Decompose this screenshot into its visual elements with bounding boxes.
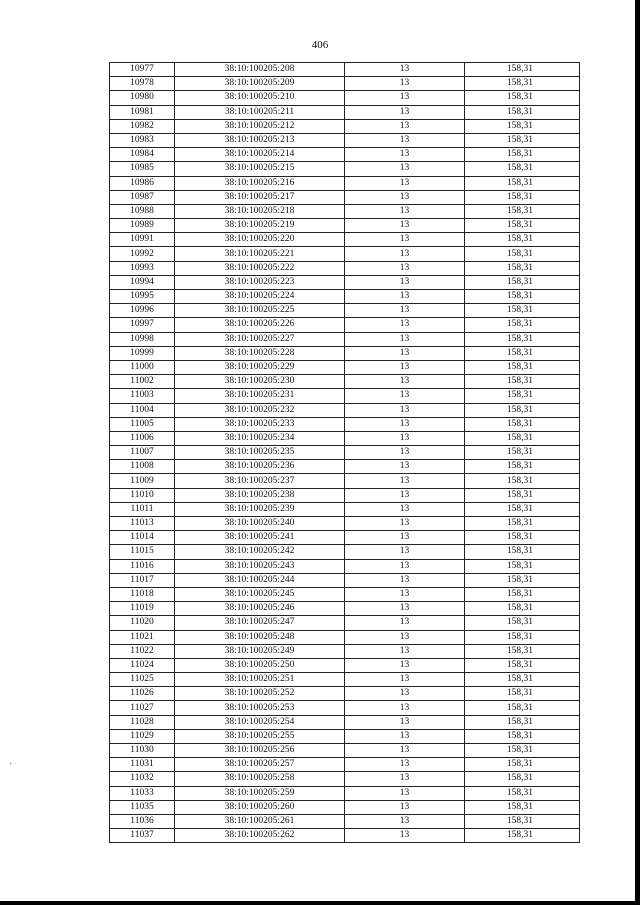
table-row bbox=[110, 304, 580, 318]
cadastral-number-cell: 38:10:100205:231 bbox=[175, 389, 345, 403]
cadastral-number-cell: 38:10:100205:256 bbox=[175, 744, 345, 758]
table-row bbox=[110, 63, 580, 77]
quantity-cell: 13 bbox=[345, 91, 465, 105]
quantity-cell: 13 bbox=[345, 304, 465, 318]
table-row bbox=[110, 673, 580, 687]
table-row bbox=[110, 275, 580, 289]
scan-edge-right bbox=[635, 0, 640, 905]
table-row bbox=[110, 417, 580, 431]
quantity-cell: 13 bbox=[345, 375, 465, 389]
row-number-cell: 11031 bbox=[110, 758, 175, 772]
quantity-cell: 13 bbox=[345, 772, 465, 786]
quantity-cell: 13 bbox=[345, 431, 465, 445]
area-cell: 158,31 bbox=[465, 758, 580, 772]
row-number-cell: 11030 bbox=[110, 744, 175, 758]
area-cell: 158,31 bbox=[465, 431, 580, 445]
cadastral-number-cell: 38:10:100205:247 bbox=[175, 616, 345, 630]
area-cell: 158,31 bbox=[465, 290, 580, 304]
table-row bbox=[110, 701, 580, 715]
area-cell: 158,31 bbox=[465, 133, 580, 147]
area-cell: 158,31 bbox=[465, 304, 580, 318]
table-row bbox=[110, 190, 580, 204]
cadastral-number-cell: 38:10:100205:232 bbox=[175, 403, 345, 417]
cadastral-number-cell: 38:10:100205:235 bbox=[175, 446, 345, 460]
quantity-cell: 13 bbox=[345, 63, 465, 77]
quantity-cell: 13 bbox=[345, 814, 465, 828]
table-row bbox=[110, 446, 580, 460]
quantity-cell: 13 bbox=[345, 658, 465, 672]
row-number-cell: 11035 bbox=[110, 800, 175, 814]
quantity-cell: 13 bbox=[345, 531, 465, 545]
cadastral-number-cell: 38:10:100205:251 bbox=[175, 673, 345, 687]
table-row bbox=[110, 261, 580, 275]
area-cell: 158,31 bbox=[465, 559, 580, 573]
cadastral-number-cell: 38:10:100205:258 bbox=[175, 772, 345, 786]
area-cell: 158,31 bbox=[465, 403, 580, 417]
cadastral-number-cell: 38:10:100205:233 bbox=[175, 417, 345, 431]
row-number-cell: 10998 bbox=[110, 332, 175, 346]
row-number-cell: 11009 bbox=[110, 474, 175, 488]
cadastral-number-cell: 38:10:100205:260 bbox=[175, 800, 345, 814]
table-row bbox=[110, 488, 580, 502]
area-cell: 158,31 bbox=[465, 346, 580, 360]
quantity-cell: 13 bbox=[345, 644, 465, 658]
quantity-cell: 13 bbox=[345, 673, 465, 687]
area-cell: 158,31 bbox=[465, 119, 580, 133]
area-cell: 158,31 bbox=[465, 275, 580, 289]
cadastral-number-cell: 38:10:100205:244 bbox=[175, 573, 345, 587]
area-cell: 158,31 bbox=[465, 744, 580, 758]
row-number-cell: 10999 bbox=[110, 346, 175, 360]
area-cell: 158,31 bbox=[465, 176, 580, 190]
row-number-cell: 11032 bbox=[110, 772, 175, 786]
cadastral-number-cell: 38:10:100205:208 bbox=[175, 63, 345, 77]
quantity-cell: 13 bbox=[345, 474, 465, 488]
quantity-cell: 13 bbox=[345, 332, 465, 346]
area-cell: 158,31 bbox=[465, 261, 580, 275]
quantity-cell: 13 bbox=[345, 630, 465, 644]
area-cell: 158,31 bbox=[465, 687, 580, 701]
table-row bbox=[110, 573, 580, 587]
row-number-cell: 10981 bbox=[110, 105, 175, 119]
cadastral-number-cell: 38:10:100205:257 bbox=[175, 758, 345, 772]
cadastral-number-cell: 38:10:100205:261 bbox=[175, 814, 345, 828]
row-number-cell: 11028 bbox=[110, 715, 175, 729]
table-row bbox=[110, 247, 580, 261]
row-number-cell: 11027 bbox=[110, 701, 175, 715]
parcel-table-body bbox=[110, 63, 580, 843]
table-row bbox=[110, 602, 580, 616]
table-row bbox=[110, 346, 580, 360]
row-number-cell: 11006 bbox=[110, 431, 175, 445]
cadastral-number-cell: 38:10:100205:250 bbox=[175, 658, 345, 672]
area-cell: 158,31 bbox=[465, 417, 580, 431]
quantity-cell: 13 bbox=[345, 77, 465, 91]
table-row bbox=[110, 814, 580, 828]
quantity-cell: 13 bbox=[345, 204, 465, 218]
quantity-cell: 13 bbox=[345, 502, 465, 516]
area-cell: 158,31 bbox=[465, 800, 580, 814]
area-cell: 158,31 bbox=[465, 658, 580, 672]
table-row bbox=[110, 786, 580, 800]
table-row bbox=[110, 162, 580, 176]
row-number-cell: 11008 bbox=[110, 460, 175, 474]
area-cell: 158,31 bbox=[465, 162, 580, 176]
area-cell: 158,31 bbox=[465, 446, 580, 460]
row-number-cell: 11025 bbox=[110, 673, 175, 687]
quantity-cell: 13 bbox=[345, 545, 465, 559]
row-number-cell: 11037 bbox=[110, 829, 175, 843]
row-number-cell: 11036 bbox=[110, 814, 175, 828]
row-number-cell: 10983 bbox=[110, 133, 175, 147]
table-row bbox=[110, 829, 580, 843]
table-row bbox=[110, 375, 580, 389]
row-number-cell: 11002 bbox=[110, 375, 175, 389]
area-cell: 158,31 bbox=[465, 460, 580, 474]
cadastral-number-cell: 38:10:100205:209 bbox=[175, 77, 345, 91]
row-number-cell: 10997 bbox=[110, 318, 175, 332]
quantity-cell: 13 bbox=[345, 290, 465, 304]
quantity-cell: 13 bbox=[345, 800, 465, 814]
cadastral-number-cell: 38:10:100205:227 bbox=[175, 332, 345, 346]
table-row bbox=[110, 545, 580, 559]
row-number-cell: 11011 bbox=[110, 502, 175, 516]
cadastral-number-cell: 38:10:100205:226 bbox=[175, 318, 345, 332]
cadastral-number-cell: 38:10:100205:215 bbox=[175, 162, 345, 176]
quantity-cell: 13 bbox=[345, 602, 465, 616]
cadastral-number-cell: 38:10:100205:221 bbox=[175, 247, 345, 261]
table-row bbox=[110, 360, 580, 374]
quantity-cell: 13 bbox=[345, 758, 465, 772]
row-number-cell: 10982 bbox=[110, 119, 175, 133]
quantity-cell: 13 bbox=[345, 176, 465, 190]
area-cell: 158,31 bbox=[465, 814, 580, 828]
cadastral-number-cell: 38:10:100205:223 bbox=[175, 275, 345, 289]
row-number-cell: 11004 bbox=[110, 403, 175, 417]
cadastral-number-cell: 38:10:100205:211 bbox=[175, 105, 345, 119]
row-number-cell: 10991 bbox=[110, 233, 175, 247]
area-cell: 158,31 bbox=[465, 573, 580, 587]
quantity-cell: 13 bbox=[345, 488, 465, 502]
row-number-cell: 11013 bbox=[110, 517, 175, 531]
quantity-cell: 13 bbox=[345, 460, 465, 474]
quantity-cell: 13 bbox=[345, 687, 465, 701]
cadastral-number-cell: 38:10:100205:236 bbox=[175, 460, 345, 474]
cadastral-number-cell: 38:10:100205:228 bbox=[175, 346, 345, 360]
table-row bbox=[110, 119, 580, 133]
quantity-cell: 13 bbox=[345, 573, 465, 587]
row-number-cell: 11029 bbox=[110, 729, 175, 743]
cadastral-number-cell: 38:10:100205:249 bbox=[175, 644, 345, 658]
quantity-cell: 13 bbox=[345, 318, 465, 332]
area-cell: 158,31 bbox=[465, 63, 580, 77]
cadastral-number-cell: 38:10:100205:220 bbox=[175, 233, 345, 247]
table-row bbox=[110, 105, 580, 119]
row-number-cell: 10994 bbox=[110, 275, 175, 289]
table-row bbox=[110, 332, 580, 346]
quantity-cell: 13 bbox=[345, 346, 465, 360]
table-row bbox=[110, 772, 580, 786]
area-cell: 158,31 bbox=[465, 204, 580, 218]
table-row bbox=[110, 233, 580, 247]
row-number-cell: 11010 bbox=[110, 488, 175, 502]
scan-edge-bottom bbox=[0, 901, 640, 905]
quantity-cell: 13 bbox=[345, 517, 465, 531]
row-number-cell: 10986 bbox=[110, 176, 175, 190]
quantity-cell: 13 bbox=[345, 389, 465, 403]
table-row bbox=[110, 630, 580, 644]
area-cell: 158,31 bbox=[465, 531, 580, 545]
table-row bbox=[110, 744, 580, 758]
cadastral-number-cell: 38:10:100205:243 bbox=[175, 559, 345, 573]
cadastral-number-cell: 38:10:100205:216 bbox=[175, 176, 345, 190]
quantity-cell: 13 bbox=[345, 446, 465, 460]
cadastral-number-cell: 38:10:100205:212 bbox=[175, 119, 345, 133]
area-cell: 158,31 bbox=[465, 673, 580, 687]
row-number-cell: 10989 bbox=[110, 219, 175, 233]
area-cell: 158,31 bbox=[465, 772, 580, 786]
cadastral-number-cell: 38:10:100205:224 bbox=[175, 290, 345, 304]
row-number-cell: 10978 bbox=[110, 77, 175, 91]
table-row bbox=[110, 389, 580, 403]
quantity-cell: 13 bbox=[345, 233, 465, 247]
row-number-cell: 10984 bbox=[110, 148, 175, 162]
row-number-cell: 11016 bbox=[110, 559, 175, 573]
cadastral-number-cell: 38:10:100205:230 bbox=[175, 375, 345, 389]
area-cell: 158,31 bbox=[465, 587, 580, 601]
row-number-cell: 10980 bbox=[110, 91, 175, 105]
area-cell: 158,31 bbox=[465, 375, 580, 389]
table-row bbox=[110, 502, 580, 516]
quantity-cell: 13 bbox=[345, 133, 465, 147]
cadastral-number-cell: 38:10:100205:242 bbox=[175, 545, 345, 559]
cadastral-number-cell: 38:10:100205:253 bbox=[175, 701, 345, 715]
cadastral-number-cell: 38:10:100205:241 bbox=[175, 531, 345, 545]
table-row bbox=[110, 176, 580, 190]
row-number-cell: 11033 bbox=[110, 786, 175, 800]
row-number-cell: 10992 bbox=[110, 247, 175, 261]
quantity-cell: 13 bbox=[345, 559, 465, 573]
table-row bbox=[110, 318, 580, 332]
row-number-cell: 10993 bbox=[110, 261, 175, 275]
row-number-cell: 11022 bbox=[110, 644, 175, 658]
cadastral-number-cell: 38:10:100205:248 bbox=[175, 630, 345, 644]
row-number-cell: 10995 bbox=[110, 290, 175, 304]
cadastral-number-cell: 38:10:100205:259 bbox=[175, 786, 345, 800]
row-number-cell: 10977 bbox=[110, 63, 175, 77]
quantity-cell: 13 bbox=[345, 219, 465, 233]
table-row bbox=[110, 758, 580, 772]
table-row bbox=[110, 531, 580, 545]
quantity-cell: 13 bbox=[345, 786, 465, 800]
area-cell: 158,31 bbox=[465, 190, 580, 204]
table-row bbox=[110, 644, 580, 658]
row-number-cell: 11014 bbox=[110, 531, 175, 545]
row-number-cell: 11021 bbox=[110, 630, 175, 644]
area-cell: 158,31 bbox=[465, 545, 580, 559]
cadastral-number-cell: 38:10:100205:225 bbox=[175, 304, 345, 318]
area-cell: 158,31 bbox=[465, 148, 580, 162]
cadastral-number-cell: 38:10:100205:217 bbox=[175, 190, 345, 204]
cadastral-number-cell: 38:10:100205:222 bbox=[175, 261, 345, 275]
quantity-cell: 13 bbox=[345, 105, 465, 119]
quantity-cell: 13 bbox=[345, 162, 465, 176]
area-cell: 158,31 bbox=[465, 715, 580, 729]
table-row bbox=[110, 77, 580, 91]
cadastral-number-cell: 38:10:100205:213 bbox=[175, 133, 345, 147]
cadastral-number-cell: 38:10:100205:210 bbox=[175, 91, 345, 105]
cadastral-number-cell: 38:10:100205:214 bbox=[175, 148, 345, 162]
area-cell: 158,31 bbox=[465, 474, 580, 488]
cadastral-number-cell: 38:10:100205:238 bbox=[175, 488, 345, 502]
quantity-cell: 13 bbox=[345, 261, 465, 275]
row-number-cell: 10996 bbox=[110, 304, 175, 318]
table-row bbox=[110, 687, 580, 701]
row-number-cell: 11026 bbox=[110, 687, 175, 701]
cadastral-number-cell: 38:10:100205:254 bbox=[175, 715, 345, 729]
cadastral-number-cell: 38:10:100205:234 bbox=[175, 431, 345, 445]
row-number-cell: 11019 bbox=[110, 602, 175, 616]
area-cell: 158,31 bbox=[465, 332, 580, 346]
cadastral-number-cell: 38:10:100205:252 bbox=[175, 687, 345, 701]
cadastral-number-cell: 38:10:100205:246 bbox=[175, 602, 345, 616]
cadastral-number-cell: 38:10:100205:218 bbox=[175, 204, 345, 218]
cadastral-number-cell: 38:10:100205:262 bbox=[175, 829, 345, 843]
table-row bbox=[110, 729, 580, 743]
cadastral-number-cell: 38:10:100205:255 bbox=[175, 729, 345, 743]
quantity-cell: 13 bbox=[345, 715, 465, 729]
area-cell: 158,31 bbox=[465, 644, 580, 658]
quantity-cell: 13 bbox=[345, 701, 465, 715]
row-number-cell: 11020 bbox=[110, 616, 175, 630]
row-number-cell: 11005 bbox=[110, 417, 175, 431]
scan-speck bbox=[10, 763, 11, 764]
row-number-cell: 11017 bbox=[110, 573, 175, 587]
quantity-cell: 13 bbox=[345, 729, 465, 743]
quantity-cell: 13 bbox=[345, 360, 465, 374]
area-cell: 158,31 bbox=[465, 786, 580, 800]
table-row bbox=[110, 559, 580, 573]
table-row bbox=[110, 658, 580, 672]
quantity-cell: 13 bbox=[345, 587, 465, 601]
area-cell: 158,31 bbox=[465, 616, 580, 630]
quantity-cell: 13 bbox=[345, 190, 465, 204]
area-cell: 158,31 bbox=[465, 729, 580, 743]
cadastral-number-cell: 38:10:100205:229 bbox=[175, 360, 345, 374]
quantity-cell: 13 bbox=[345, 403, 465, 417]
quantity-cell: 13 bbox=[345, 119, 465, 133]
area-cell: 158,31 bbox=[465, 233, 580, 247]
area-cell: 158,31 bbox=[465, 829, 580, 843]
quantity-cell: 13 bbox=[345, 148, 465, 162]
quantity-cell: 13 bbox=[345, 417, 465, 431]
area-cell: 158,31 bbox=[465, 602, 580, 616]
cadastral-number-cell: 38:10:100205:245 bbox=[175, 587, 345, 601]
table-row bbox=[110, 290, 580, 304]
row-number-cell: 11015 bbox=[110, 545, 175, 559]
table-row bbox=[110, 148, 580, 162]
row-number-cell: 11024 bbox=[110, 658, 175, 672]
area-cell: 158,31 bbox=[465, 105, 580, 119]
table-row bbox=[110, 715, 580, 729]
row-number-cell: 10985 bbox=[110, 162, 175, 176]
row-number-cell: 11007 bbox=[110, 446, 175, 460]
cadastral-number-cell: 38:10:100205:219 bbox=[175, 219, 345, 233]
area-cell: 158,31 bbox=[465, 488, 580, 502]
area-cell: 158,31 bbox=[465, 389, 580, 403]
table-row bbox=[110, 587, 580, 601]
table-row bbox=[110, 800, 580, 814]
row-number-cell: 11003 bbox=[110, 389, 175, 403]
area-cell: 158,31 bbox=[465, 77, 580, 91]
area-cell: 158,31 bbox=[465, 360, 580, 374]
table-row bbox=[110, 91, 580, 105]
table-row bbox=[110, 616, 580, 630]
row-number-cell: 10987 bbox=[110, 190, 175, 204]
row-number-cell: 11018 bbox=[110, 587, 175, 601]
table-row bbox=[110, 204, 580, 218]
area-cell: 158,31 bbox=[465, 219, 580, 233]
page-number: 406 bbox=[311, 39, 329, 51]
cadastral-number-cell: 38:10:100205:239 bbox=[175, 502, 345, 516]
table-row bbox=[110, 460, 580, 474]
table-row bbox=[110, 133, 580, 147]
area-cell: 158,31 bbox=[465, 502, 580, 516]
area-cell: 158,31 bbox=[465, 517, 580, 531]
cadastral-number-cell: 38:10:100205:237 bbox=[175, 474, 345, 488]
row-number-cell: 11000 bbox=[110, 360, 175, 374]
area-cell: 158,31 bbox=[465, 247, 580, 261]
cadastral-number-cell: 38:10:100205:240 bbox=[175, 517, 345, 531]
table-row bbox=[110, 474, 580, 488]
table-row bbox=[110, 517, 580, 531]
parcel-table bbox=[109, 62, 580, 843]
quantity-cell: 13 bbox=[345, 829, 465, 843]
table-row bbox=[110, 219, 580, 233]
area-cell: 158,31 bbox=[465, 630, 580, 644]
area-cell: 158,31 bbox=[465, 91, 580, 105]
area-cell: 158,31 bbox=[465, 318, 580, 332]
quantity-cell: 13 bbox=[345, 616, 465, 630]
quantity-cell: 13 bbox=[345, 744, 465, 758]
row-number-cell: 10988 bbox=[110, 204, 175, 218]
quantity-cell: 13 bbox=[345, 247, 465, 261]
table-row bbox=[110, 431, 580, 445]
area-cell: 158,31 bbox=[465, 701, 580, 715]
quantity-cell: 13 bbox=[345, 275, 465, 289]
table-row bbox=[110, 403, 580, 417]
